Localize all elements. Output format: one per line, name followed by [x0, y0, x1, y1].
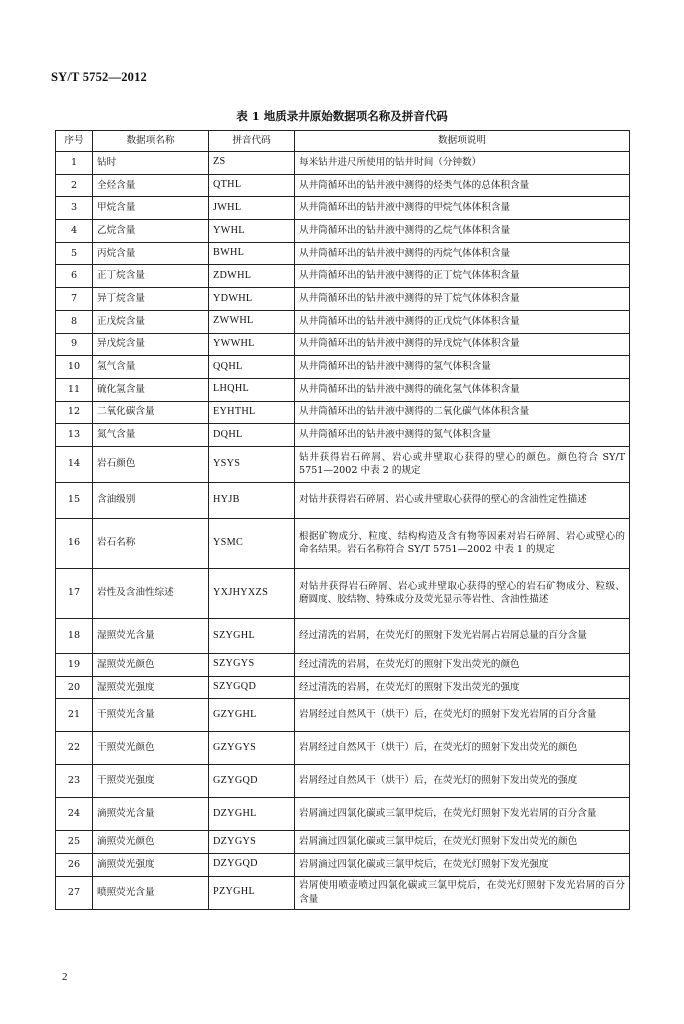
row-pinyin-code: SZYGQD	[209, 676, 295, 699]
row-description: 经过清洗的岩屑，在荧光灯的照射下发出荧光的颜色	[295, 653, 630, 676]
row-description: 从井筒循环出的钻井液中测得的二氧化碳气体体积含量	[295, 401, 630, 424]
row-pinyin-code: YWHL	[209, 220, 295, 243]
row-description: 对钻井获得岩石碎屑、岩心或井壁取心获得的壁心的含油性定性描述	[295, 482, 630, 518]
row-pinyin-code: GZYGHL	[209, 699, 295, 732]
row-number: 12	[56, 401, 93, 424]
row-pinyin-code: YDWHL	[209, 288, 295, 311]
table-row	[56, 310, 630, 333]
row-item-name: 湿照荧光强度	[93, 676, 209, 699]
row-number: 27	[56, 876, 93, 909]
row-item-name: 正戊烷含量	[93, 310, 209, 333]
row-pinyin-code: SZYGHL	[209, 618, 295, 653]
table-row	[56, 401, 630, 424]
row-description: 从井筒循环出的钻井液中测得的异戊烷气体体积含量	[295, 333, 630, 356]
row-item-name: 二氧化碳含量	[93, 401, 209, 424]
table-row	[56, 676, 630, 699]
row-description: 根据矿物成分、粒度、结构构造及含有物等因素对岩石碎屑、岩心或壁心的命名结果。岩石名称符合 SY/T 5751—2002 中表 1 的规定	[295, 518, 630, 568]
row-pinyin-code: EYHTHL	[209, 401, 295, 424]
row-number: 21	[56, 699, 93, 732]
row-number: 20	[56, 676, 93, 699]
row-item-name: 丙烷含量	[93, 242, 209, 265]
row-number: 7	[56, 288, 93, 311]
table-header-row	[56, 131, 630, 152]
row-item-name: 氢气含量	[93, 356, 209, 379]
table-row	[56, 618, 630, 653]
row-number: 14	[56, 446, 93, 482]
row-description: 岩屑使用喷壶喷过四氯化碳或三氯甲烷后，在荧光灯照射下发光岩屑的百分含量	[295, 876, 630, 909]
row-number: 23	[56, 765, 93, 798]
row-pinyin-code: YXJHYXZS	[209, 568, 295, 618]
column-header-name: 数据项名称	[93, 131, 209, 152]
row-description: 从井筒循环出的钻井液中测得的氮气体积含量	[295, 424, 630, 447]
row-item-name: 正丁烷含量	[93, 265, 209, 288]
table-row	[56, 265, 630, 288]
row-pinyin-code: JWHL	[209, 197, 295, 220]
row-item-name: 滴照荧光含量	[93, 798, 209, 831]
row-item-name: 岩石颜色	[93, 446, 209, 482]
standard-number: SY/T 5752—2012	[51, 70, 147, 84]
row-item-name: 钻时	[93, 152, 209, 175]
row-item-name: 氮气含量	[93, 424, 209, 447]
table-row	[56, 732, 630, 765]
row-item-name: 滴照荧光颜色	[93, 831, 209, 854]
row-pinyin-code: QTHL	[209, 174, 295, 197]
row-description: 岩屑经过自然风干（烘干）后，在荧光灯的照射下发出荧光的颜色	[295, 732, 630, 765]
table-row	[56, 378, 630, 401]
row-pinyin-code: YSYS	[209, 446, 295, 482]
column-header-code: 拼音代码	[209, 131, 295, 152]
row-number: 15	[56, 482, 93, 518]
row-item-name: 滴照荧光强度	[93, 854, 209, 877]
page-number: 2	[62, 971, 68, 983]
column-header-description: 数据项说明	[295, 131, 630, 152]
row-pinyin-code: SZYGYS	[209, 653, 295, 676]
row-number: 24	[56, 798, 93, 831]
table-row	[56, 653, 630, 676]
row-item-name: 干照荧光强度	[93, 765, 209, 798]
row-number: 5	[56, 242, 93, 265]
table-row	[56, 765, 630, 798]
row-description: 从井筒循环出的钻井液中测得的异丁烷气体体积含量	[295, 288, 630, 311]
row-description: 岩屑经过自然风干（烘干）后，在荧光灯的照射下发出荧光的强度	[295, 765, 630, 798]
table-row	[56, 699, 630, 732]
row-number: 17	[56, 568, 93, 618]
table-row	[56, 482, 630, 518]
row-description: 岩屑滴过四氯化碳或三氯甲烷后，在荧光灯照射下发光强度	[295, 854, 630, 877]
table-row	[56, 446, 630, 482]
table-row	[56, 356, 630, 379]
row-pinyin-code: ZS	[209, 152, 295, 175]
row-item-name: 甲烷含量	[93, 197, 209, 220]
table-row	[56, 288, 630, 311]
row-item-name: 干照荧光颜色	[93, 732, 209, 765]
row-pinyin-code: BWHL	[209, 242, 295, 265]
row-description: 从井筒循环出的钻井液中测得的甲烷气体体积含量	[295, 197, 630, 220]
table-row	[56, 424, 630, 447]
row-number: 13	[56, 424, 93, 447]
row-number: 4	[56, 220, 93, 243]
row-number: 25	[56, 831, 93, 854]
table-row	[56, 197, 630, 220]
row-pinyin-code: GZYGQD	[209, 765, 295, 798]
row-item-name: 异戊烷含量	[93, 333, 209, 356]
row-pinyin-code: ZWWHL	[209, 310, 295, 333]
row-description: 从井筒循环出的钻井液中测得的硫化氢气体体积含量	[295, 378, 630, 401]
data-items-table	[55, 130, 630, 910]
row-number: 10	[56, 356, 93, 379]
table-row	[56, 174, 630, 197]
row-description: 每米钻井进尺所使用的钻井时间（分钟数）	[295, 152, 630, 175]
row-description: 经过清洗的岩屑，在荧光灯的照射下发出荧光的强度	[295, 676, 630, 699]
row-item-name: 硫化氢含量	[93, 378, 209, 401]
row-description: 岩屑滴过四氯化碳或三氯甲烷后，在荧光灯照射下发光岩屑的百分含量	[295, 798, 630, 831]
row-item-name: 全烃含量	[93, 174, 209, 197]
row-item-name: 干照荧光含量	[93, 699, 209, 732]
table-row	[56, 568, 630, 618]
row-pinyin-code: DZYGHL	[209, 798, 295, 831]
row-number: 9	[56, 333, 93, 356]
table-row	[56, 854, 630, 877]
row-item-name: 湿照荧光含量	[93, 618, 209, 653]
row-description: 从井筒循环出的钻井液中测得的正戊烷气体体积含量	[295, 310, 630, 333]
row-pinyin-code: DZYGQD	[209, 854, 295, 877]
row-number: 16	[56, 518, 93, 568]
row-item-name: 乙烷含量	[93, 220, 209, 243]
row-number: 11	[56, 378, 93, 401]
row-pinyin-code: ZDWHL	[209, 265, 295, 288]
row-number: 6	[56, 265, 93, 288]
row-description: 钻井获得岩石碎屑、岩心或井壁取心获得的壁心的颜色。颜色符合 SY/T 5751—2002 中表 2 的规定	[295, 446, 630, 482]
row-pinyin-code: PZYGHL	[209, 876, 295, 909]
row-pinyin-code: YWWHL	[209, 333, 295, 356]
table-caption: 表 1 地质录井原始数据项名称及拼音代码	[236, 109, 448, 123]
row-item-name: 湿照荧光颜色	[93, 653, 209, 676]
row-description: 岩屑经过自然风干（烘干）后，在荧光灯的照射下发光岩屑的百分含量	[295, 699, 630, 732]
row-pinyin-code: DZYGYS	[209, 831, 295, 854]
row-description: 从井筒循环出的钻井液中测得的烃类气体的总体积含量	[295, 174, 630, 197]
table-row	[56, 152, 630, 175]
column-header-no: 序号	[56, 131, 93, 152]
row-description: 经过清洗的岩屑，在荧光灯的照射下发光岩屑占岩屑总量的百分含量	[295, 618, 630, 653]
row-number: 3	[56, 197, 93, 220]
row-number: 8	[56, 310, 93, 333]
row-number: 18	[56, 618, 93, 653]
row-pinyin-code: QQHL	[209, 356, 295, 379]
row-description: 从井筒循环出的钻井液中测得的氢气体积含量	[295, 356, 630, 379]
row-description: 岩屑滴过四氯化碳或三氯甲烷后，在荧光灯照射下发出荧光的颜色	[295, 831, 630, 854]
row-number: 2	[56, 174, 93, 197]
row-number: 19	[56, 653, 93, 676]
row-item-name: 含油级别	[93, 482, 209, 518]
row-pinyin-code: YSMC	[209, 518, 295, 568]
row-description: 对钻井获得岩石碎屑、岩心或井壁取心获得的壁心的岩石矿物成分、粒级、磨圆度、胶结物、特殊成分及荧光显示等岩性、含油性描述	[295, 568, 630, 618]
table-row	[56, 242, 630, 265]
row-pinyin-code: DQHL	[209, 424, 295, 447]
table-row	[56, 831, 630, 854]
row-description: 从井筒循环出的钻井液中测得的丙烷气体体积含量	[295, 242, 630, 265]
row-pinyin-code: GZYGYS	[209, 732, 295, 765]
row-number: 1	[56, 152, 93, 175]
table-row	[56, 220, 630, 243]
row-number: 26	[56, 854, 93, 877]
row-pinyin-code: HYJB	[209, 482, 295, 518]
table-row	[56, 798, 630, 831]
row-item-name: 岩性及含油性综述	[93, 568, 209, 618]
table-row	[56, 876, 630, 909]
row-description: 从井筒循环出的钻井液中测得的乙烷气体体积含量	[295, 220, 630, 243]
row-pinyin-code: LHQHL	[209, 378, 295, 401]
row-item-name: 异丁烷含量	[93, 288, 209, 311]
table-row	[56, 333, 630, 356]
row-item-name: 喷照荧光含量	[93, 876, 209, 909]
row-number: 22	[56, 732, 93, 765]
table-body	[56, 152, 630, 910]
table-row	[56, 518, 630, 568]
row-description: 从井筒循环出的钻井液中测得的正丁烷气体体积含量	[295, 265, 630, 288]
row-item-name: 岩石名称	[93, 518, 209, 568]
